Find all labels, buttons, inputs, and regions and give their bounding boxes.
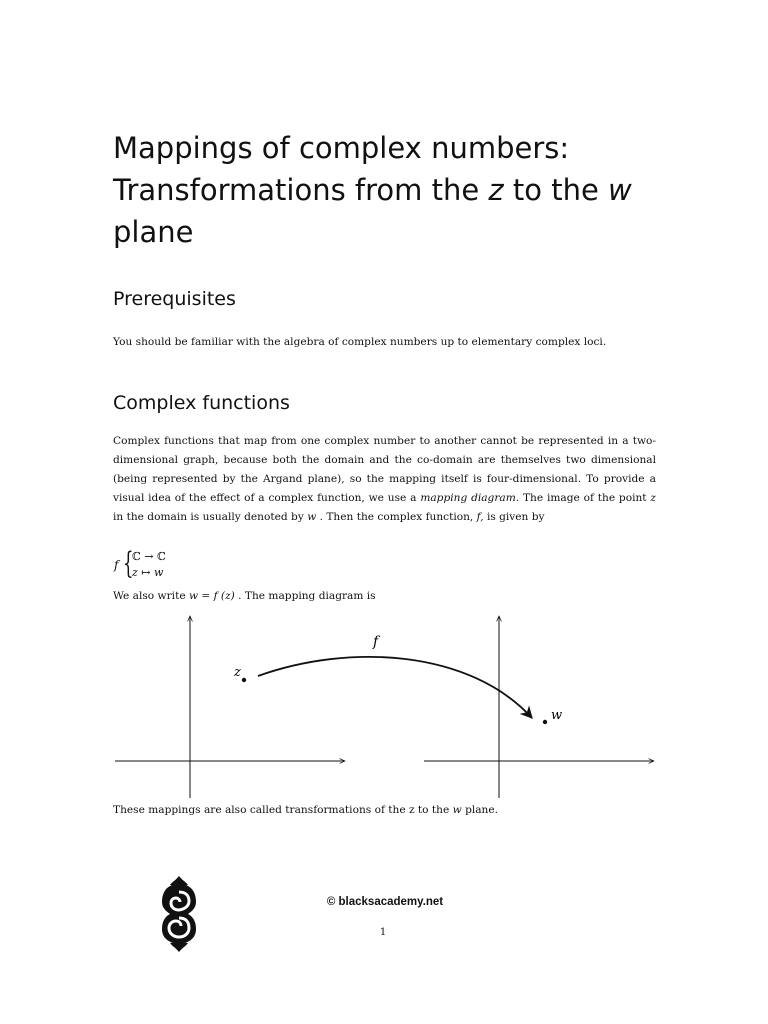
closing-sentence: These mappings are also called transformations of the z to the w plane. <box>113 804 499 816</box>
label-f: f <box>373 634 379 650</box>
also-write-line: We also write w = f (z) . The mapping diagram is <box>113 590 376 602</box>
label-w: w <box>551 708 563 723</box>
mapping-equation: w = f (z) <box>188 590 235 602</box>
definition-domain-codomain: ℂ → ℂ <box>132 550 166 563</box>
mapping-arrow <box>258 657 532 718</box>
w-point <box>543 720 547 724</box>
mapping-diagram <box>0 600 768 800</box>
title-w: w <box>608 173 632 207</box>
prerequisites-text: You should be familiar with the algebra of complex numbers up to elementary complex loci. <box>113 336 607 348</box>
page-title <box>113 127 673 253</box>
title-line-3: plane <box>113 215 194 249</box>
z-point <box>242 678 246 682</box>
prerequisites-heading: Prerequisites <box>113 288 236 310</box>
complex-functions-heading: Complex functions <box>113 392 290 414</box>
definition-mapping: z ↦ w <box>132 566 164 579</box>
label-z: z <box>234 665 241 680</box>
title-z: z <box>488 173 504 207</box>
complex-functions-paragraph: Complex functions that map from one complex number to another cannot be represented in a two-dimensional graph, because both the domain and the co-domain are themselves two dimensional (being represented by the Argand plane), so the mapping itself is four-dimensional. To provide a visual idea of the effect of a complex function, we use a mapping diagram. The image of the point z in the domain is usually denoted by w . Then the complex function, f, is given by <box>113 435 656 523</box>
mapping-diagram-term: mapping diagram. <box>420 492 520 504</box>
title-line-2: Transformations from the z to the w <box>113 173 632 207</box>
page-number: 1 <box>379 927 387 938</box>
blacks-academy-logo-icon <box>158 875 200 953</box>
title-line-1: Mappings of complex numbers: <box>113 131 570 165</box>
definition-brace: { <box>123 546 134 581</box>
function-symbol: f <box>114 558 119 572</box>
footer-site: © blacksacademy.net <box>326 896 444 908</box>
